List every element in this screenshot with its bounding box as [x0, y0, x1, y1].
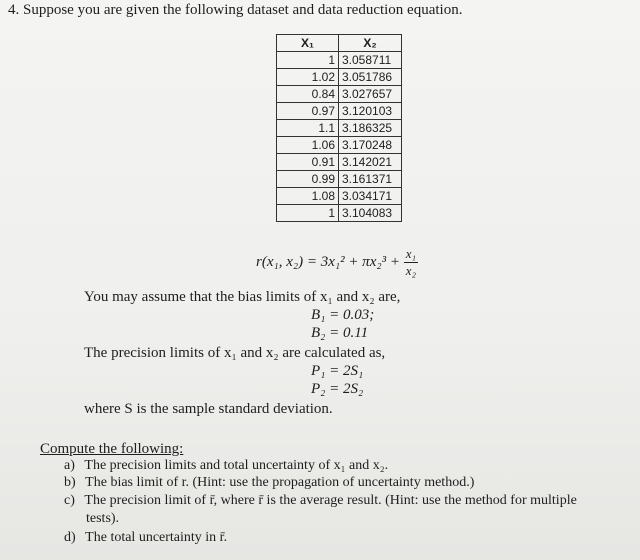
cell-x1: 0.84 — [277, 86, 339, 103]
task-item-b — [64, 475, 474, 491]
fraction-denominator: x₂ — [405, 263, 416, 278]
table-row — [277, 205, 402, 222]
cell-x1: 1 — [277, 205, 339, 222]
cell-x1: 1.06 — [277, 137, 339, 154]
item-text: The total uncertainty in r̄. — [85, 530, 228, 545]
cell-x1: 0.99 — [277, 171, 339, 188]
table-row — [277, 69, 402, 86]
cell-x2: 3.120103 — [339, 103, 402, 120]
cell-x1: 0.91 — [277, 154, 339, 171]
task-item-c-continued — [86, 511, 119, 527]
cell-x2: 3.058711 — [339, 52, 402, 69]
equation-lhs: r(x₁, x₂) = 3x₁² + πx₂³ + — [256, 253, 400, 270]
cell-x2: 3.142021 — [339, 154, 402, 171]
item-label: d) — [64, 530, 76, 545]
item-text: tests). — [86, 511, 120, 526]
table-row — [277, 188, 402, 205]
cell-x1: 1.08 — [277, 188, 339, 205]
task-item-c — [64, 493, 577, 509]
item-label: a) — [64, 458, 75, 473]
column-header-x2: X₂ — [339, 35, 402, 52]
item-label: b) — [64, 475, 76, 490]
precision-intro: The precision limits of x₁ and x₂ are calculated as, — [84, 345, 386, 361]
item-text: The bias limit of r. (Hint: use the propagation of uncertainty method.) — [85, 475, 475, 490]
item-text: The precision limit of r̄, where r̄ is the average result. (Hint: use the method for multiple — [84, 493, 577, 508]
fraction-numerator: x₁ — [405, 246, 416, 261]
dataset-table — [276, 34, 402, 222]
item-label: c) — [64, 493, 75, 508]
table-header-row — [277, 35, 402, 52]
where-note: where S is the sample standard deviation. — [84, 401, 333, 417]
cell-x2: 3.170248 — [339, 137, 402, 154]
cell-x2: 3.186325 — [339, 120, 402, 137]
table-row — [277, 154, 402, 171]
equation-fraction — [404, 246, 418, 279]
table-row — [277, 86, 402, 103]
cell-x1: 0.97 — [277, 103, 339, 120]
column-header-x1: X₁ — [277, 35, 339, 52]
cell-x2: 3.161371 — [339, 171, 402, 188]
data-reduction-equation — [256, 246, 418, 279]
bias-intro: You may assume that the bias limits of x₁ and x₂ are, — [84, 289, 401, 305]
cell-x2: 3.104083 — [339, 205, 402, 222]
bias-limit-b1: B₁ = 0.03; — [311, 307, 375, 323]
table-row — [277, 103, 402, 120]
table-row — [277, 52, 402, 69]
compute-heading: Compute the following: — [40, 441, 184, 457]
cell-x2: 3.027657 — [339, 86, 402, 103]
cell-x2: 3.034171 — [339, 188, 402, 205]
table-row — [277, 171, 402, 188]
task-item-a — [64, 458, 388, 474]
cell-x1: 1.1 — [277, 120, 339, 137]
item-text: The precision limits and total uncertainty of x₁ and x₂. — [84, 458, 389, 473]
cell-x2: 3.051786 — [339, 69, 402, 86]
cell-x1: 1.02 — [277, 69, 339, 86]
question-heading: 4. Suppose you are given the following dataset and data reduction equation. — [8, 2, 463, 18]
cell-x1: 1 — [277, 52, 339, 69]
table-row — [277, 120, 402, 137]
precision-limit-p2: P₂ = 2S₂ — [311, 381, 364, 397]
precision-limit-p1: P₁ = 2S₁ — [311, 363, 364, 379]
bias-limit-b2: B₂ = 0.11 — [311, 325, 369, 341]
task-item-d — [64, 530, 227, 546]
table-row — [277, 137, 402, 154]
